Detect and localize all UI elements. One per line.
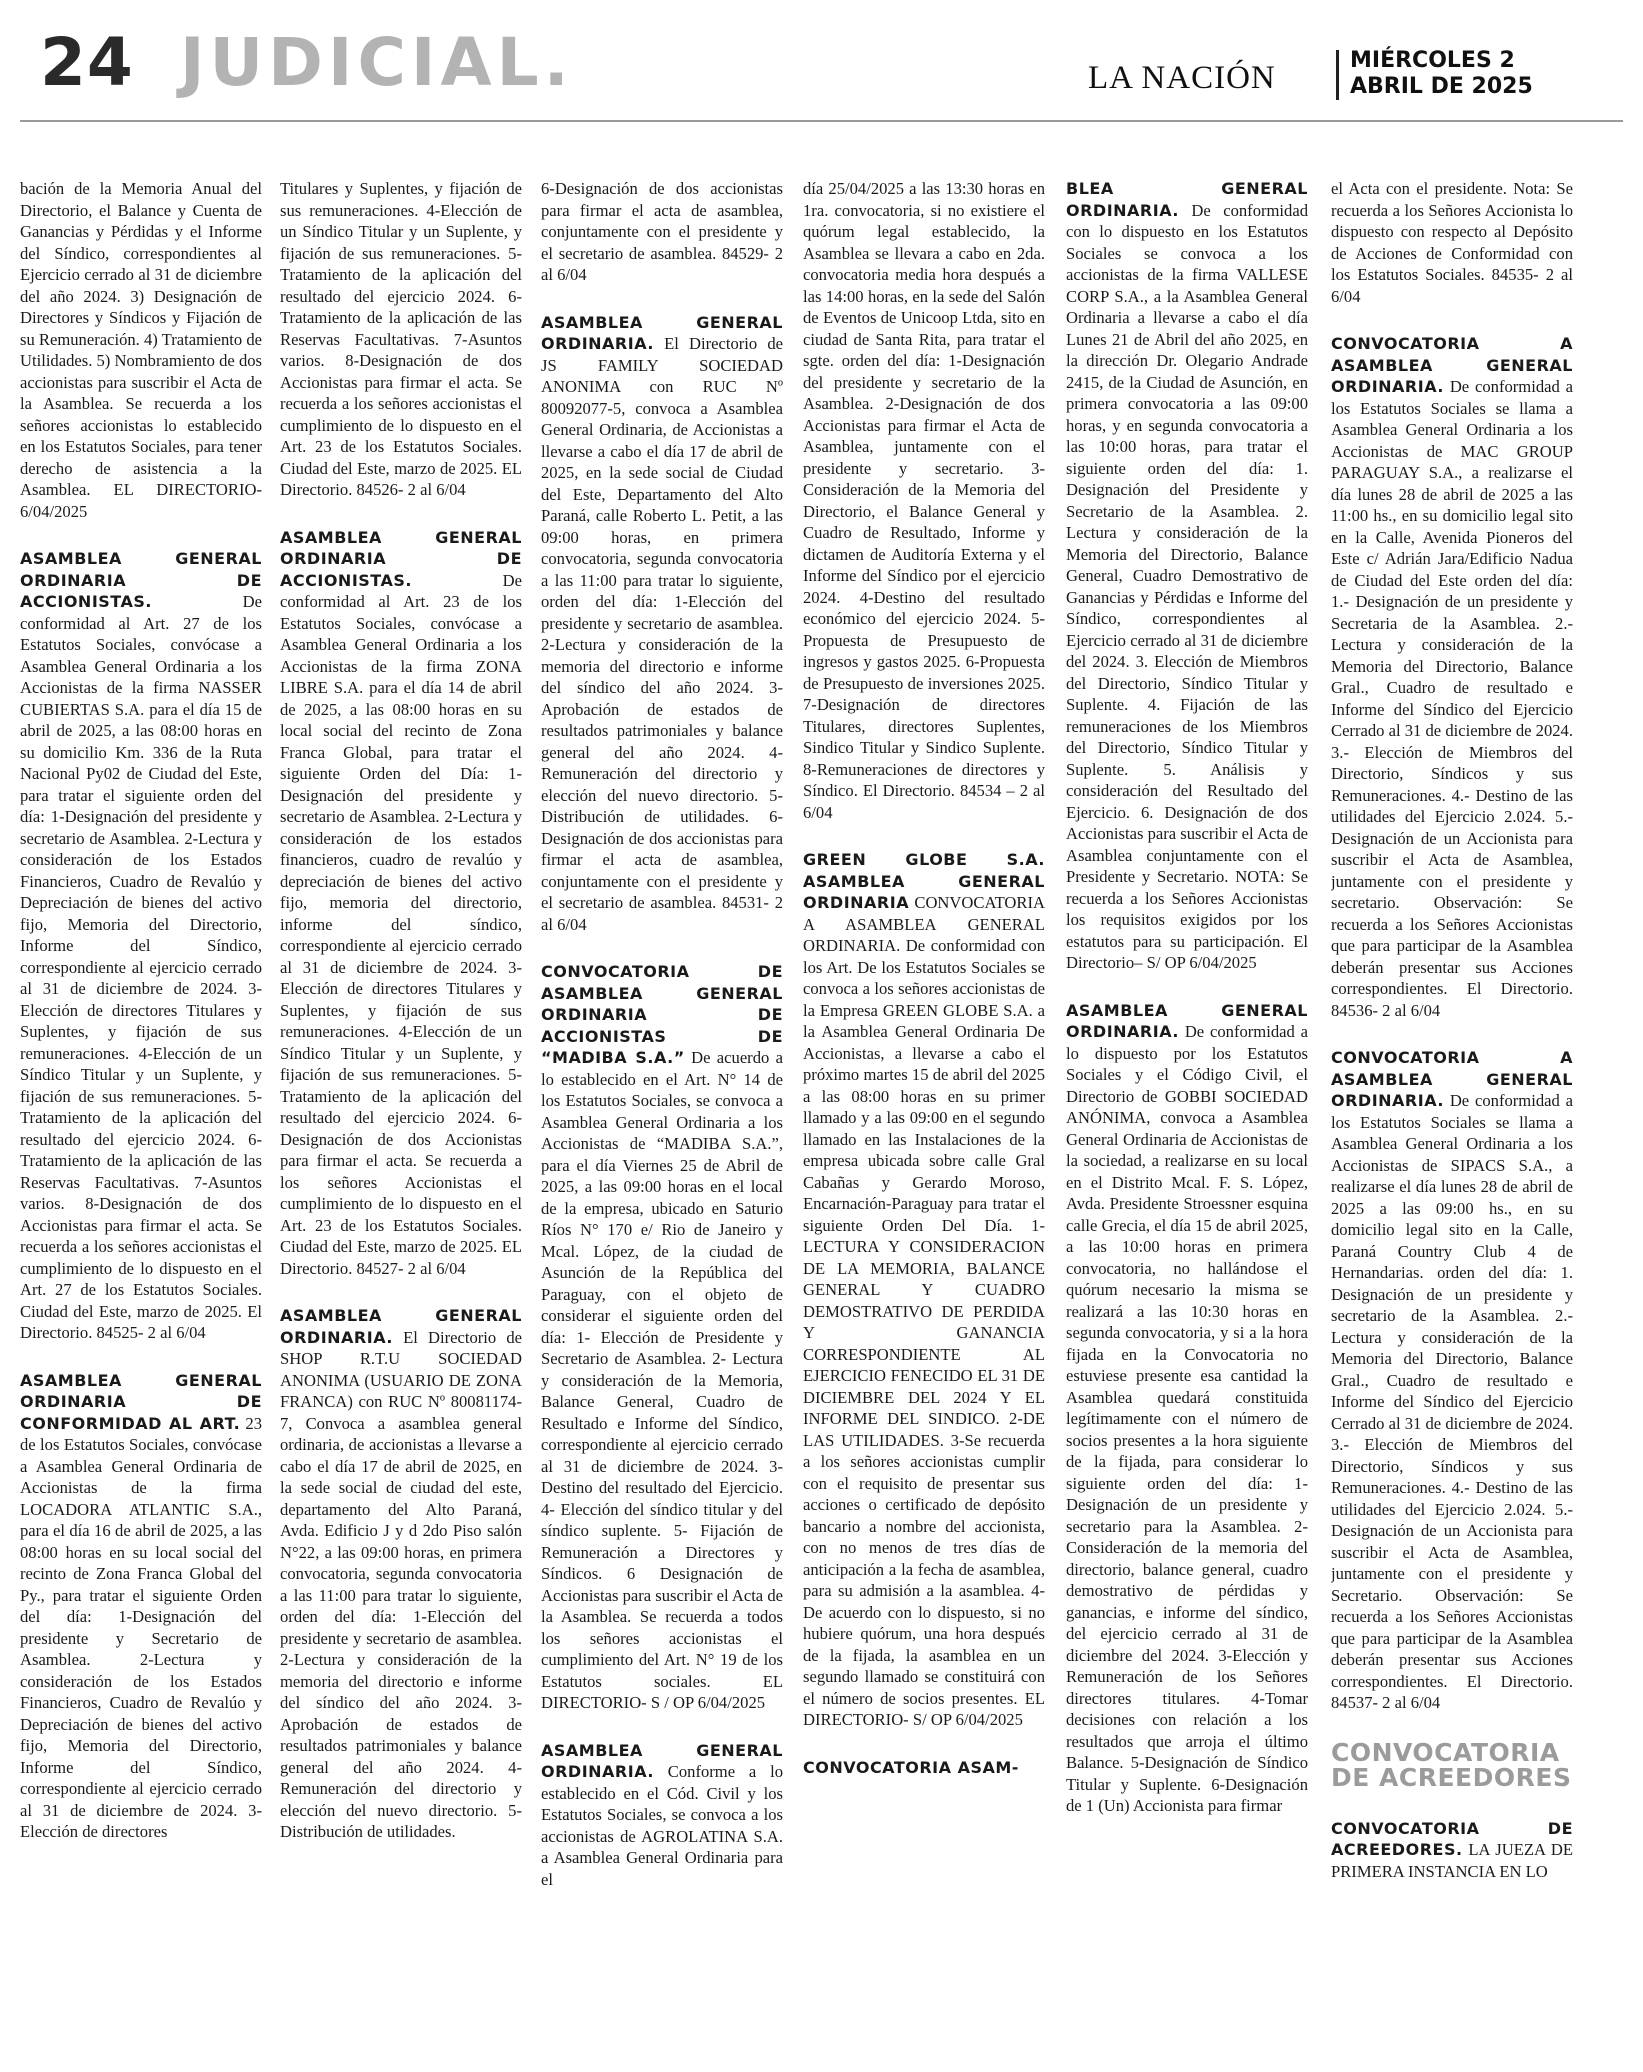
notice-paragraph xyxy=(20,1370,262,1843)
notice-text: Conforme a lo establecido en el Cód. Civil y los Estatutos Sociales, se convoca a los accionistas de AGROLATINA S.A. a Asamblea General Ordinaria para el xyxy=(541,1762,783,1889)
notice-text: De conformidad al Art. 27 de los Estatutos Sociales, convócase a Asamblea General Ordinaria a los Accionistas de la firma NASSER CUBIERTAS S.A. para el día 15 de abril de 2025, a las 08:00 horas en su domicilio Km. 336 de la Ruta Nacional Py02 de Ciudad del Este, para tratar el siguiente orden del día: 1-Designación del presidente y secretario de Asamblea. 2-Lectura y consideración de los Estados Financieros, Cuadro de Revalúo y Depreciación de bienes del activo fijo, Memoria del Directorio, Informe del Síndico, correspondiente al ejercicio cerrado al 31 de diciembre de 2024. 3-Elección de directores Titulares y Suplentes, y fijación de sus remuneraciones. 4-Elección de un Síndico Titular y un Suplente, y fijación de sus remuneraciones. 5-Tratamiento de la aplicación del resultado del ejercicio 2024. 6-Tratamiento de la aplicación de las Reservas Facultativas. 7-Asuntos varios. 8-Designación de dos Accionistas para firmar el acta. Se recuerda a los señores accionistas el cumplimiento de lo dispuesto en el Art. 27 de los Estatutos Sociales. Ciudad del Este, marzo de 2025. El Directorio. 84525- 2 al 6/04 xyxy=(20,592,262,1342)
column-4 xyxy=(803,178,1045,2063)
notice-text: 23 de los Estatutos Sociales, convócase a Asamblea General Ordinaria de Accionistas de la firma LOCADORA ATLANTIC S.A., para el día 16 de abril de 2025, a las 08:00 horas en su local social del recinto de Zona Franca Global del Py., para tratar el siguiente Orden del día: 1-Designación del presidente y Secretario de Asamblea. 2-Lectura y consideración de los Estados Financieros, Cuadro de Revalúo y Depreciación de bienes del activo fijo, Memoria del Directorio, Informe del Síndico, correspondiente al ejercicio cerrado al 31 de diciembre de 2024. 3-Elección de directores xyxy=(20,1413,262,1841)
notice-paragraph xyxy=(1331,178,1573,307)
notice-heading: CONVOCATORIA DE ACREEDORES. xyxy=(1331,1818,1573,1859)
date-weekday: MIÉRCOLES 2 xyxy=(1350,48,1515,73)
notice-paragraph xyxy=(280,1305,522,1843)
page-masthead xyxy=(40,24,1603,102)
notice-paragraph xyxy=(803,1757,1045,1779)
column-5 xyxy=(1066,178,1308,2063)
notice-heading: ASAMBLEA GENERAL ORDINARIA. xyxy=(541,1740,783,1781)
page-number: 24 xyxy=(40,24,134,101)
notice-paragraph xyxy=(541,312,783,936)
notice-heading: ASAMBLEA GENERAL ORDINARIA DE ACCIONISTAS. xyxy=(20,549,262,611)
notice-paragraph xyxy=(1331,1818,1573,1883)
column-2 xyxy=(280,178,522,2063)
notice-heading: ASAMBLEA GENERAL ORDINARIA. xyxy=(280,1306,522,1347)
column-6 xyxy=(1331,178,1573,2063)
notice-heading: ASAMBLEA GENERAL ORDINARIA DE CONFORMIDAD AL ART. xyxy=(20,1370,262,1433)
notice-heading: GREEN GLOBE S.A. ASAMBLEA GENERAL ORDINARIA xyxy=(803,850,1045,912)
notice-text: 6-Designación de dos accionistas para firmar el acta de asamblea, conjuntamente con el presidente y el secretario de asamblea. 84529- 2 al 6/04 xyxy=(541,179,783,284)
notice-text: De conformidad a los Estatutos Sociales se llama a Asamblea General Ordinaria a los Accionistas de SIPACS S.A., a realizarse el día lunes 28 de abril de 2025 a las 09:00 hs., en su domicilio legal sito en la Calle, Paraná Country Club 4 de Hernandarias. orden del día: 1. Designación de un presidente y secretario de la Asamblea. 2.- Lectura y consideración de la Memoria del Directorio, Balance Gral., Cuadro de resultado e Informe del Síndico del Ejercicio Cerrado al 31 de diciembre de 2024. 3.- Elección de Miembros del Directorio, Síndicos y sus Remuneraciones. 4.- Destino de las utilidades del Ejercicio 2.024. 5.- Designación de un Accionista para suscribir el Acta de Asamblea, juntamente con el presidente y Secretario. Observación: Se recuerda a los Señores Accionistas que para participar de la Asamblea deberán presentar sus Acciones correspondientes. El Directorio. 84537- 2 al 6/04 xyxy=(1331,1091,1573,1712)
notice-paragraph xyxy=(280,178,522,501)
date-month-year: ABRIL DE 2025 xyxy=(1350,74,1533,99)
section-heading-line: DE ACREEDORES xyxy=(1331,1762,1572,1792)
notice-text: el Acta con el presidente. Nota: Se recuerda a los Señores Accionista lo dispuesto con respecto al Depósito de Acciones de Conformidad con los Estatutos Sociales. 84535- 2 al 6/04 xyxy=(1331,179,1573,306)
column-3 xyxy=(541,178,783,2063)
notice-text: bación de la Memoria Anual del Directorio, el Balance y Cuenta de Ganancias y Pérdidas y el Informe del Síndico, correspondientes al Ejercicio cerrado al 31 de diciembre del año 2024. 3) Designación de Directores y Síndicos y Fijación de su Remuneración. 4) Tratamiento de Utilidades. 5) Nombramiento de dos accionistas para suscribir el Acta de la Asamblea. Se recuerda a los señores accionistas lo establecido en los Estatutos Sociales, para tener derecho de asistencia a la Asamblea. EL DIRECTORIO- 6/04/2025 xyxy=(20,179,262,521)
notice-paragraph xyxy=(20,178,262,522)
notice-heading: CONVOCATORIA ASAM- xyxy=(803,1757,1019,1777)
notice-text: De acuerdo a lo establecido en el Art. N° 14 de los Estatutos Sociales, se convoca a Asamblea General Ordinaria a los Accionistas de “MADIBA S.A.”, para el día Viernes 25 de Abril de 2025, a las 09:00 horas en el local de la empresa, ubicado en Saturio Ríos N° 170 e/ Rio de Janeiro y Mcal. López, de la ciudad de Asunción de la República del Paraguay, con el objeto de considerar el siguiente orden del día: 1- Elección de Presidente y Secretario de Asamblea. 2- Lectura y consideración de la Memoria, Balance General, Cuadro de Resultado e Informe del Síndico, correspondiente al ejercicio cerrado al 31 de diciembre de 2024. 3- Destino del resultado del Ejercicio. 4- Elección del síndico titular y del síndico suplente. 5- Fijación de Remuneración a Directores y Síndicos. 6 Designación de Accionistas para suscribir el Acta de la Asamblea. Se recuerda a todos los señores accionistas el cumplimiento del Art. N° 19 de los Estatutos sociales. EL DIRECTORIO- S / OP 6/04/2025 xyxy=(541,1048,783,1712)
notice-heading: CONVOCATORIA A ASAMBLEA GENERAL ORDINARIA. xyxy=(1331,334,1573,396)
notice-text: CONVOCATORIA A ASAMBLEA GENERAL ORDINARIA. De conformidad con los Art. De los Estatutos Sociales se convoca a los señores accionistas de la Empresa GREEN GLOBE S.A. a la Asamblea General Ordinaria De Accionistas, a llevarse a cabo el próximo martes 15 de abril del 2025 a las 08:00 horas en su primer llamado y a las 09:00 en el segundo llamado en las Instalaciones de la empresa ubicada sobre calle Gral Cabañas y Gerardo Moroso, Encarnación-Paraguay para tratar el siguiente Orden Del Día. 1-LECTURA Y CONSIDERACION DE LA MEMORIA, BALANCE GENERAL Y CUADRO DEMOSTRATIVO DE PERDIDA Y GANANCIA CORRESPONDIENTE AL EJERCICIO FENECIDO EL 31 DE DICIEMBRE DEL 2024 Y EL INFORME DEL SINDICO. 2-DE LAS UTILIDADES. 3-Se recuerda a los señores accionistas cumplir con el requisito de presentar sus acciones o certificado de depósito bancario a nombre del accionista, con no menos de tres días de anticipación a la fecha de asamblea, para su admisión a la asamblea. 4-De acuerdo con lo dispuesto, si no hubiere quórum, una hora después de la fijada, la asamblea en un segundo llamado se constituirá con el número de socios presentes. EL DIRECTORIO- S/ OP 6/04/2025 xyxy=(803,893,1045,1729)
notice-paragraph xyxy=(541,961,783,1714)
notice-heading: ASAMBLEA GENERAL ORDINARIA. xyxy=(541,312,783,353)
notice-paragraph xyxy=(803,178,1045,823)
notice-paragraph xyxy=(541,178,783,286)
notice-text: De conformidad a lo dispuesto por los Estatutos Sociales y el Código Civil, el Directorio de GOBBI SOCIEDAD ANÓNIMA, convoca a Asamblea General Ordinaria de Accionistas de la sociedad, a realizarse en su local en el Distrito Mcal. F. S. López, Avda. Presidente Stroessner esquina calle Grecia, el día 15 de abril 2025, a las 10:00 horas en primera convocatoria, no hallándose el quórum necesario la misma se realizará a las 10:30 horas en segunda convocatoria, y si a la hora fijada en la Convocatoria no estuviese presente esa cantidad la Asamblea quedará constituida legítimamente con el número de socios presentes a la hora siguiente de la fijada, para considerar lo siguiente orden del día: 1-Designación de un presidente y secretario para la Asamblea. 2-Consideración de la memoria del directorio, balance general, cuadro demostrativo de pérdidas y ganancias, e informe del síndico, del ejercicio cerrado al 31 de diciembre del 2024. 3-Elección y Remuneración de los Señores directores titulares. 4-Tomar decisiones con relación a los resultados que arroja el último Balance. 5-Designación de Síndico Titular y Suplente. 6-Designación de 1 (Un) Accionista para firmar xyxy=(1066,1022,1308,1815)
notice-text: De conformidad al Art. 23 de los Estatutos Sociales, convócase a Asamblea General Ordinaria a los Accionistas de la firma ZONA LIBRE S.A. para el día 14 de abril de 2025, a las 08:00 horas en su local social del recinto de Zona Franca Global, para tratar el siguiente Orden del Día: 1-Designación del presidente y secretario de Asamblea. 2-Lectura y consideración de los estados financieros, cuadro de revalúo y depreciación de bienes del activo fijo, memoria del directorio, informe del síndico, correspondiente al ejercicio cerrado al 31 de diciembre de 2024. 3-Elección de directores Titulares y Suplentes, y fijación de sus remuneraciones. 4-Elección de un Síndico Titular y un Suplente, y fijación de sus remuneraciones. 5-Tratamiento de la aplicación del resultado del ejercicio 2024. 6-Designación de dos Accionistas para firmar el acta. Se recuerda a los señores Accionistas el cumplimiento de lo dispuesto en el Art. 23 de los Estatutos Sociales. Ciudad del Este, marzo de 2025. EL Directorio. 84527- 2 al 6/04 xyxy=(280,570,522,1278)
notice-heading: ASAMBLEA GENERAL ORDINARIA DE ACCIONISTAS. xyxy=(280,527,522,590)
notice-paragraph xyxy=(1066,1000,1308,1817)
notice-text: De conformidad con lo dispuesto en los Estatutos Sociales se convoca a los accionistas de la firma VALLESE CORP S.A., a la Asamblea General Ordinaria a llevarse a cabo el día Lunes 21 de Abril del año 2025, en la dirección Dr. Olegario Andrade 2415, de la Ciudad de Asunción, en primera convocatoria a las 09:00 horas, y en segunda convocatoria a las 10:00 horas, para tratar el siguiente orden del día: 1. Designación del Presidente y Secretario de la Asamblea. 2. Lectura y consideración de la Memoria del Directorio, Balance General, Cuadro Demostrativo de Ganancias y Pérdidas e Informe del Síndico, correspondientes al Ejercicio cerrado al 31 de diciembre del 2024. 3. Elección de Miembros del Directorio, Síndico Titular y Suplente. 4. Fijación de las remuneraciones de los Miembros del Directorio, Síndico Titular y Suplente. 5. Análisis y consideración del Resultado del Ejercicio. 6. Designación de dos Accionistas para suscribir el Acta de Asamblea conjuntamente con el Presidente y Secretario. NOTA: Se recuerda a los Señores Accionistas los requisitos exigidos por los estatutos para su participación. El Directorio– S/ OP 6/04/2025 xyxy=(1066,200,1308,972)
column-1 xyxy=(20,178,262,2063)
section-heading-line: CONVOCATORIA xyxy=(1331,1737,1560,1767)
notice-paragraph xyxy=(1066,178,1308,974)
header-rule xyxy=(20,120,1623,122)
notice-text: día 25/04/2025 a las 13:30 horas en 1ra. convocatoria, si no existiere el quórum legal establecido, la Asamblea se llevara a cabo en 2da. convocatoria media hora después a las 14:00 horas, en la sede del Salón de Eventos de Unicoop Ltda, sito en ciudad de Santa Rita, para tratar el sgte. orden del día: 1-Designación del presidente y secretario de la Asamblea. 2-Designación de dos Accionistas para firmar el Acta de Asamblea, juntamente con el presidente y secretario. 3-Consideración de la Memoria del Directorio, el Balance General y Cuadro de Resultado, Informe y dictamen de Auditoría Externa y el Informe del Síndico por el ejercicio 2024. 4-Destino del resultado económico del ejercicio 2024. 5-Propuesta de Presupuesto de ingresos y gastos 2025. 6-Propuesta de Presupuesto de inversiones 2025. 7-Designación de directores Titulares, directores Suplentes, Sindico Titular y Sindico Suplente. 8-Remuneraciones de directores y Síndico. El Directorio. 84534 – 2 al 6/04 xyxy=(803,179,1045,822)
notice-paragraph xyxy=(1331,333,1573,1021)
notice-paragraph xyxy=(1331,1047,1573,1714)
notice-paragraph xyxy=(803,849,1045,1731)
newspaper-name: LA NACIÓN xyxy=(1088,60,1276,96)
notice-text: El Directorio de SHOP R.T.U SOCIEDAD ANONIMA (USUARIO DE ZONA FRANCA) con RUC Nº 80081174-7, Convoca a asamblea general ordinaria, de accionistas a llevarse a cabo el día 17 de abril de 2025, en la sede social de ciudad del este, departamento del Alto Paraná, Avda. Edificio J y d 2do Piso salón N°22, a las 09:00 horas, en primera convocatoria, segunda convocatoria a las 11:00 para tratar lo siguiente, orden del día: 1-Elección del presidente y secretario de asamblea. 2-Lectura y consideración de la memoria del directorio e informe del síndico del año 2024. 3-Aprobación de estados de resultados patrimoniales y balance general del año 2024. 4-Remuneración del directorio y elección del nuevo directorio. 5-Distribución de utilidades. xyxy=(280,1327,522,1841)
date-divider xyxy=(1336,50,1339,100)
notice-paragraph xyxy=(541,1740,783,1891)
section-title: JUDICIAL. xyxy=(180,24,574,101)
section-heading-acreedores xyxy=(1331,1737,1573,1792)
notice-text: LA JUEZA DE PRIMERA INSTANCIA EN LO xyxy=(1331,1840,1573,1881)
notice-heading: BLEA GENERAL ORDINARIA. xyxy=(1066,179,1308,220)
notice-paragraph xyxy=(280,527,522,1280)
notice-paragraph xyxy=(20,548,262,1344)
notice-heading: CONVOCATORIA DE ASAMBLEA GENERAL ORDINARIA DE ACCIONISTAS DE “MADIBA S.A.” xyxy=(541,962,783,1067)
notice-heading: CONVOCATORIA A ASAMBLEA GENERAL ORDINARIA. xyxy=(1331,1048,1573,1110)
notice-text: Titulares y Suplentes, y fijación de sus remuneraciones. 4-Elección de un Síndico Titular y un Suplente, y fijación de sus remuneraciones. 5-Tratamiento de la aplicación del resultado del ejercicio 2024. 6-Tratamiento de la aplicación de las Reservas Facultativas. 7-Asuntos varios. 8-Designación de dos Accionistas para firmar el acta. Se recuerda a los señores accionistas el cumplimiento de lo dispuesto en el Art. 23 de los Estatutos Sociales. Ciudad del Este, marzo de 2025. EL Directorio. 84526- 2 al 6/04 xyxy=(280,179,522,499)
notice-heading: ASAMBLEA GENERAL ORDINARIA. xyxy=(1066,1000,1308,1041)
notice-text: De conformidad a los Estatutos Sociales se llama a Asamblea General Ordinaria a los Accionistas de MAC GROUP PARAGUAY S.A., a realizarse el día lunes 28 de abril de 2025 a las 11:00 hs., en su domicilio legal sito en la Calle, Avenida Pioneros del Este c/ Adrián Jara/Edificio Nadua de Ciudad del Este orden del día: 1.- Designación de un presidente y Secretaria de la Asamblea. 2.- Lectura y consideración de la Memoria del Directorio, Balance Gral., Cuadro de resultado e Informe del Síndico del Ejercicio Cerrado al 31 de diciembre de 2024. 3.- Elección de Miembros del Directorio, Síndicos y sus Remuneraciones. 4.- Destino de las utilidades del Ejercicio 2.024. 5.- Designación de un Accionista para suscribir el Acta de Asamblea, juntamente con el presidente y secretario. Observación: Se recuerda a los Señores Accionistas que para participar de la Asamblea deberán presentar sus Acciones correspondientes. El Directorio. 84536- 2 al 6/04 xyxy=(1331,377,1573,1020)
notice-text: El Directorio de JS FAMILY SOCIEDAD ANONIMA con RUC Nº 80092077-5, convoca a Asamblea General Ordinaria, de Accionistas a llevarse a cabo el día 17 de abril de 2025, en la sede social de Ciudad del Este, Departamento del Alto Paraná, calle Roberto L. Petit, a las 09:00 horas, en primera convocatoria, segunda convocatoria a las 11:00 para tratar lo siguiente, orden del día: 1-Elección del presidente y secretario de asamblea. 2-Lectura y consideración de la memoria del directorio e informe del síndico del año 2024. 3-Aprobación de estados de resultados patrimoniales y balance general del año 2024. 4-Remuneración del directorio y elección del nuevo directorio. 5-Distribución de utilidades. 6-Designación de dos accionistas para firmar el acta de asamblea, conjuntamente con el presidente y el secretario de asamblea. 84531- 2 al 6/04 xyxy=(541,334,783,934)
